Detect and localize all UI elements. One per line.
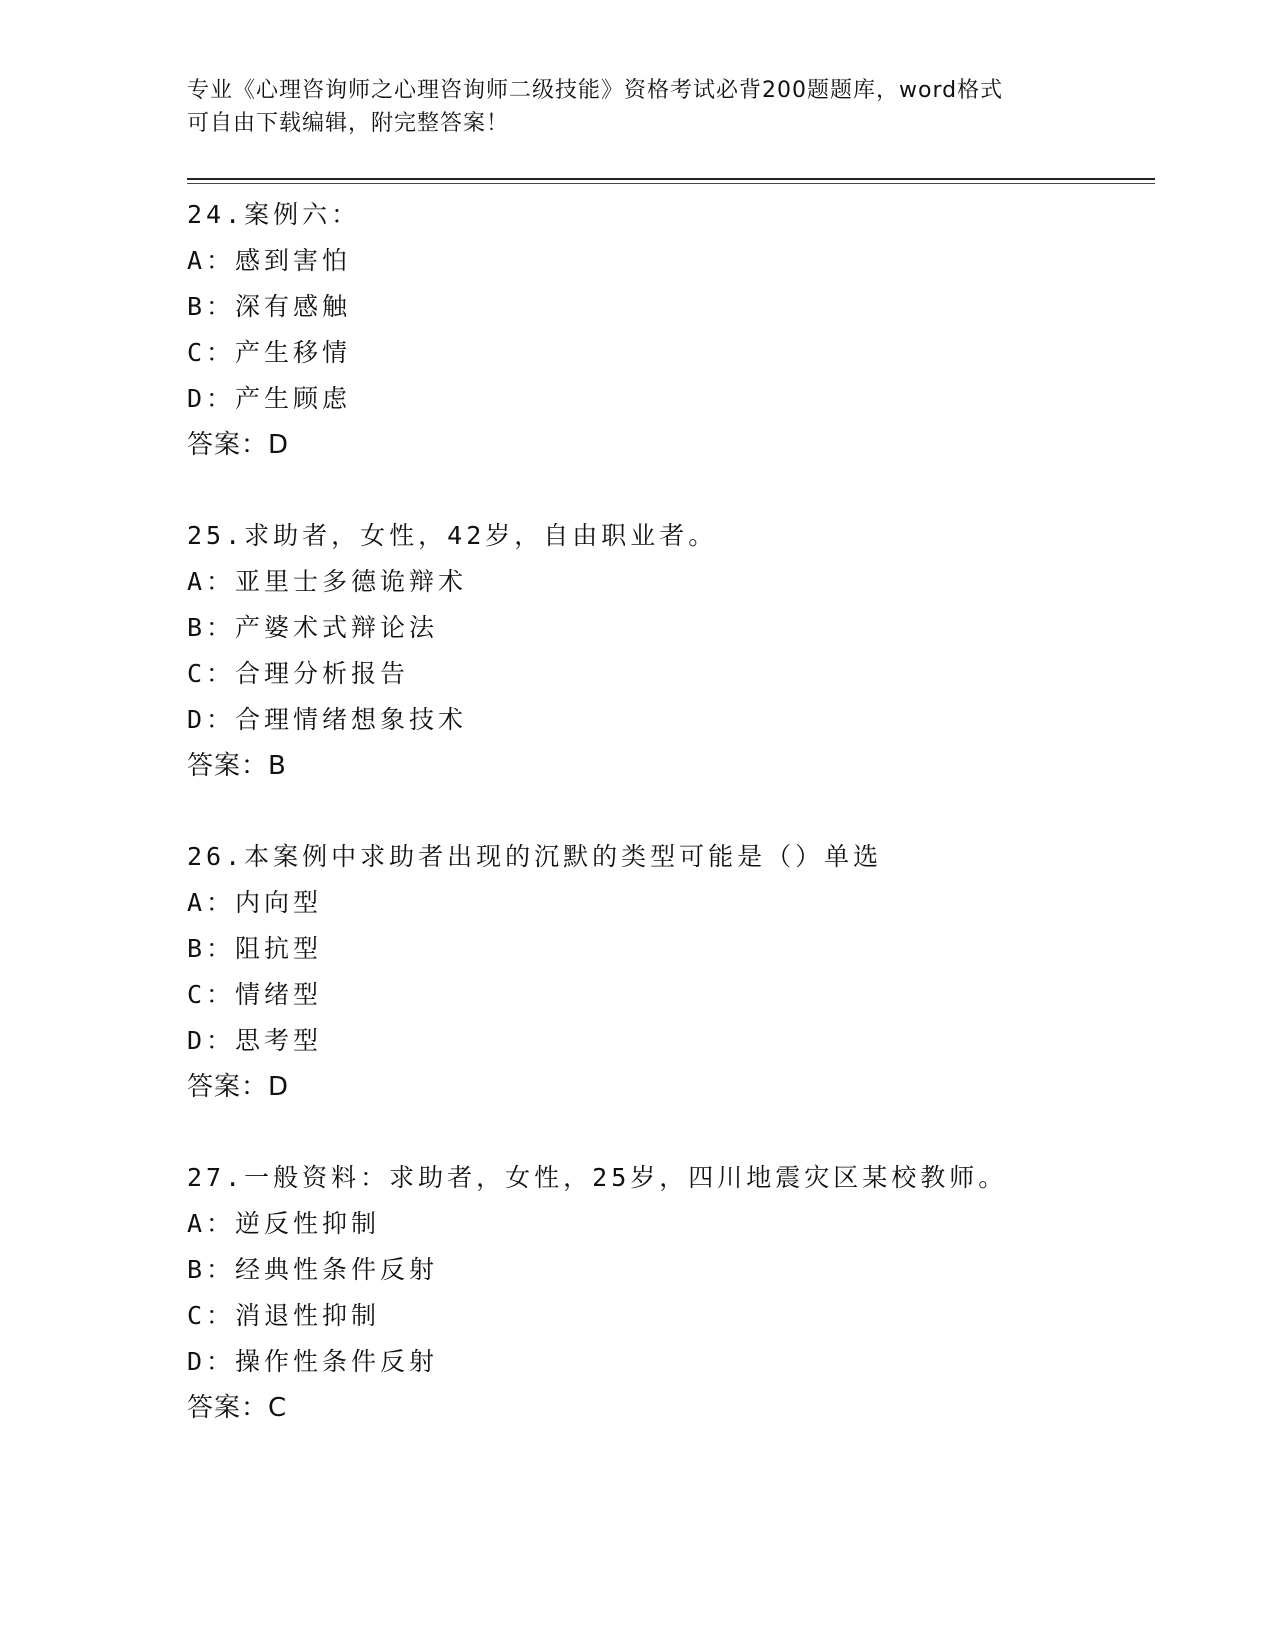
option-a: A：亚里士多德诡辩术: [187, 567, 468, 596]
question-stem: 26.本案例中求助者出现的沉默的类型可能是（）单选: [187, 842, 883, 871]
question-stem: 24.案例六：: [187, 200, 361, 229]
option-a: A：内向型: [187, 888, 323, 917]
question-stem: 27.一般资料：求助者，女性，25岁，四川地震灾区某校教师。: [187, 1163, 1008, 1192]
question-stem: 25.求助者，女性，42岁，自由职业者。: [187, 521, 718, 550]
option-b: B：阻抗型: [187, 934, 323, 963]
document-header: [187, 74, 1087, 140]
option-a: A：逆反性抑制: [187, 1209, 381, 1238]
answer-line: 答案：D: [187, 1072, 290, 1102]
option-b: B：经典性条件反射: [187, 1255, 439, 1284]
header-title-line-2: 可自由下载编辑，附完整答案！: [187, 111, 510, 136]
header-divider-thin: [187, 183, 1155, 184]
header-divider-thick: [187, 178, 1155, 180]
question-25: [187, 513, 1155, 789]
option-c: C：情绪型: [187, 980, 323, 1009]
question-list: [187, 192, 1155, 1431]
option-c: C：合理分析报告: [187, 659, 410, 688]
question-26: [187, 834, 1155, 1110]
answer-line: 答案：C: [187, 1393, 288, 1423]
option-a: A：感到害怕: [187, 246, 352, 275]
option-b: B：深有感触: [187, 292, 352, 321]
option-d: D：操作性条件反射: [187, 1347, 439, 1376]
option-c: C：产生移情: [187, 338, 352, 367]
option-c: C：消退性抑制: [187, 1301, 381, 1330]
option-d: D：思考型: [187, 1026, 323, 1055]
question-24: [187, 192, 1155, 468]
question-27: [187, 1155, 1155, 1431]
answer-line: 答案：B: [187, 751, 287, 781]
option-d: D：合理情绪想象技术: [187, 705, 468, 734]
option-d: D：产生顾虑: [187, 384, 352, 413]
option-b: B：产婆术式辩论法: [187, 613, 439, 642]
header-title-line-1: 专业《心理咨询师之心理咨询师二级技能》资格考试必背200题题库，word格式: [187, 78, 1004, 103]
answer-line: 答案：D: [187, 430, 290, 460]
